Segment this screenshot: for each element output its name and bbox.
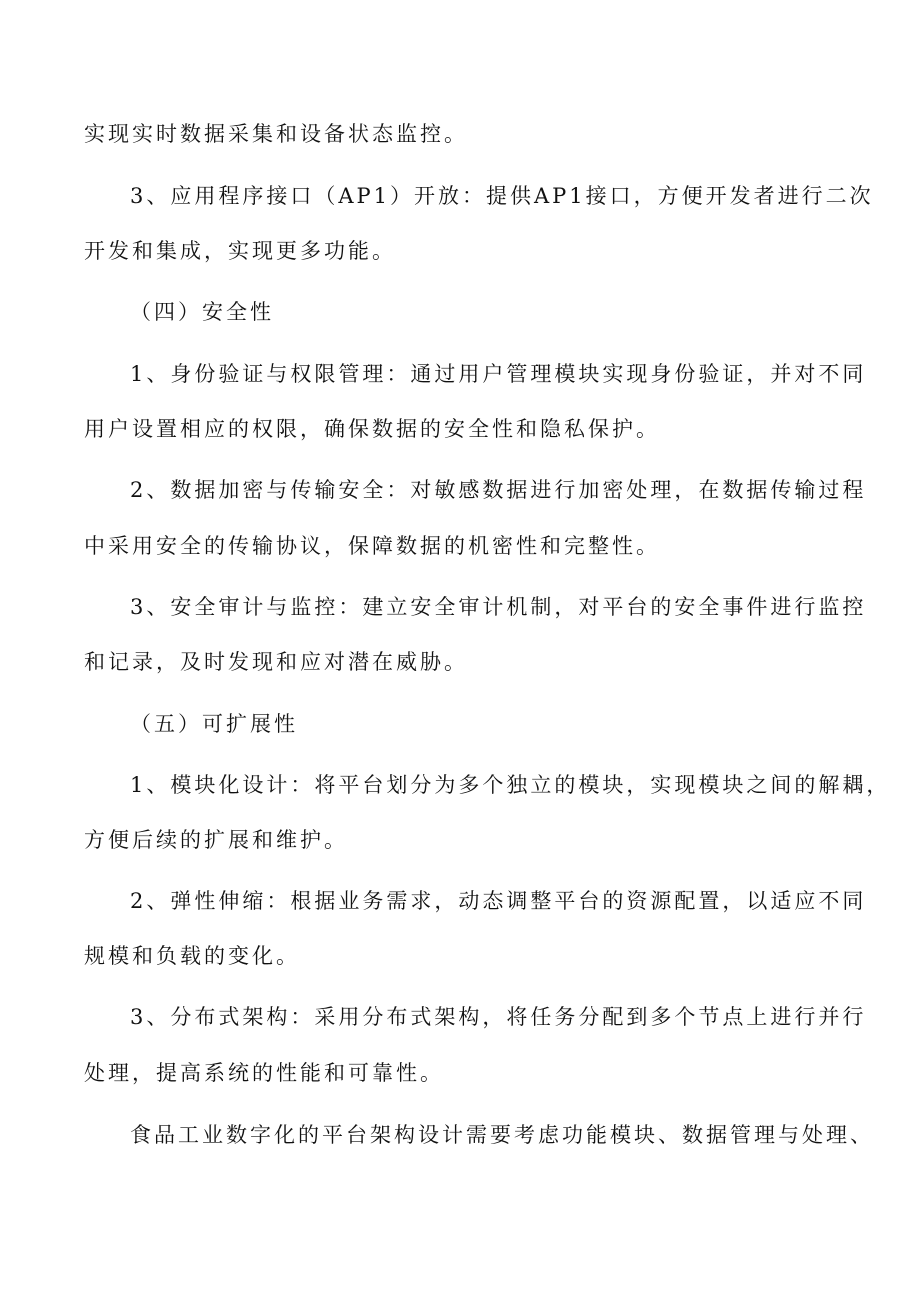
security-item-1-line-2: 用户设置相应的权限，确保数据的安全性和隐私保护。 <box>84 417 660 441</box>
api-item-line-2: 开发和集成，实现更多功能。 <box>84 239 396 263</box>
security-item-1-line-1: 1、身份验证与权限管理：通过用户管理模块实现身份验证，并对不同 <box>130 362 867 386</box>
security-item-2-line-1: 2、数据加密与传输安全：对敏感数据进行加密处理，在数据传输过程 <box>130 478 867 502</box>
api-item-line-1: 3、应用程序接口（AP1）开放：提供AP1接口，方便开发者进行二次 <box>130 184 874 208</box>
security-item-3-line-2: 和记录，及时发现和应对潜在威胁。 <box>84 650 468 674</box>
section-heading-scalability: （五）可扩展性 <box>130 712 298 736</box>
scalability-item-3-line-2: 处理，提高系统的性能和可靠性。 <box>84 1061 444 1085</box>
scalability-item-1-line-2: 方便后续的扩展和维护。 <box>84 828 348 852</box>
scalability-item-3-line-1: 3、分布式架构：采用分布式架构，将任务分配到多个节点上进行并行 <box>130 1005 867 1029</box>
section-heading-security: （四）安全性 <box>130 300 274 324</box>
scalability-item-1-line-1: 1、模块化设计：将平台划分为多个独立的模块，实现模块之间的解耦， <box>130 773 891 797</box>
scalability-item-2-line-1: 2、弹性伸缩：根据业务需求，动态调整平台的资源配置，以适应不同 <box>130 889 867 913</box>
conclusion-paragraph-line-1: 食品工业数字化的平台架构设计需要考虑功能模块、数据管理与处理、 <box>130 1123 874 1147</box>
security-item-3-line-1: 3、安全审计与监控：建立安全审计机制，对平台的安全事件进行监控 <box>130 595 867 619</box>
scalability-item-2-line-2: 规模和负载的变化。 <box>84 944 300 968</box>
security-item-2-line-2: 中采用安全的传输协议，保障数据的机密性和完整性。 <box>84 534 660 558</box>
paragraph-continuation: 实现实时数据采集和设备状态监控。 <box>84 122 468 146</box>
